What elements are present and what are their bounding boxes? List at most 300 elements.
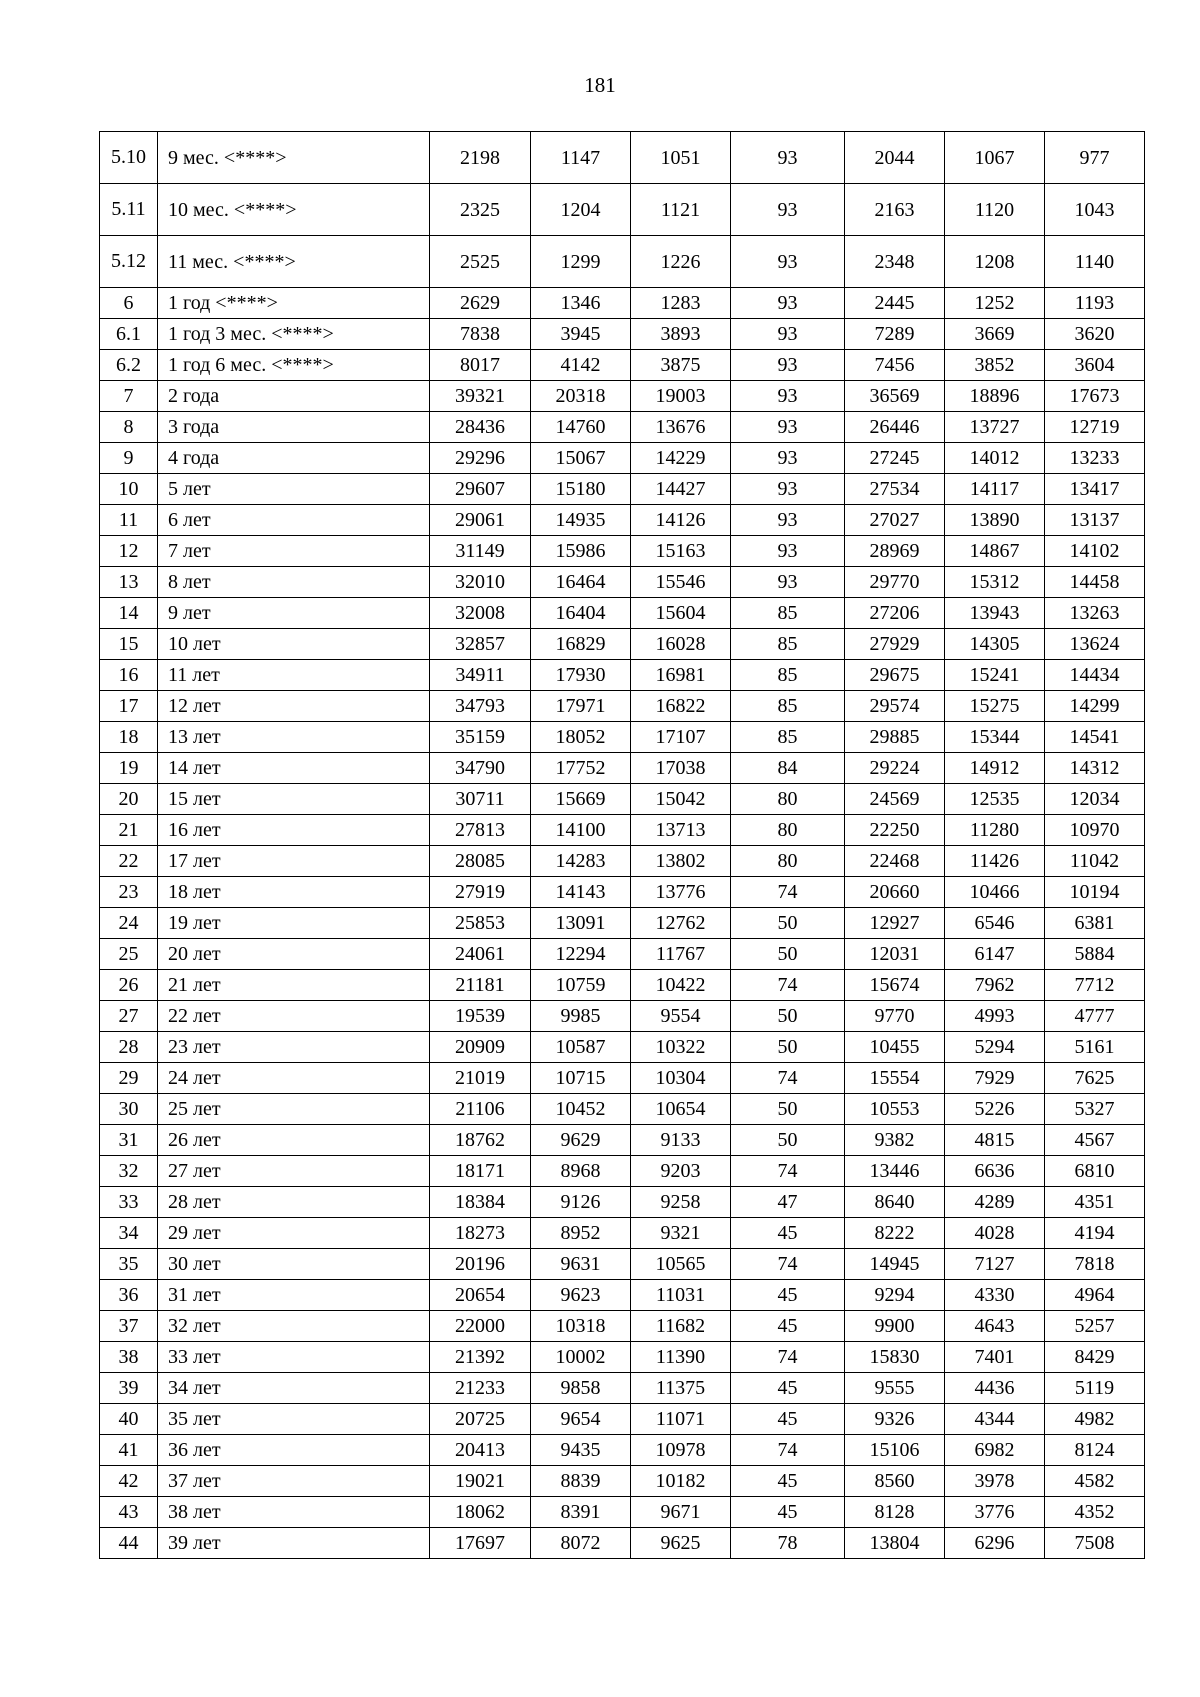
value-cell-col-2: 9629 [531, 1125, 631, 1156]
value-cell-col-7: 4351 [1045, 1187, 1145, 1218]
table-row [100, 1218, 1145, 1249]
value-cell-col-6: 11426 [945, 846, 1045, 877]
value-cell-col-5: 29224 [845, 753, 945, 784]
value-cell-col-4: 93 [731, 412, 845, 443]
value-cell-col-2: 1147 [531, 132, 631, 184]
row-number-cell: 15 [100, 629, 158, 660]
value-cell-col-4: 45 [731, 1218, 845, 1249]
value-cell-col-4: 74 [731, 1156, 845, 1187]
age-label-cell: 26 лет [158, 1125, 430, 1156]
value-cell-col-6: 4436 [945, 1373, 1045, 1404]
value-cell-col-3: 9625 [631, 1528, 731, 1559]
value-cell-col-3: 9671 [631, 1497, 731, 1528]
value-cell-col-1: 2629 [430, 288, 531, 319]
value-cell-col-2: 9858 [531, 1373, 631, 1404]
value-cell-col-5: 9555 [845, 1373, 945, 1404]
value-cell-col-3: 11682 [631, 1311, 731, 1342]
value-cell-col-5: 10553 [845, 1094, 945, 1125]
table-row [100, 1001, 1145, 1032]
table-row [100, 939, 1145, 970]
value-cell-col-3: 10654 [631, 1094, 731, 1125]
value-cell-col-5: 12031 [845, 939, 945, 970]
value-cell-col-3: 10978 [631, 1435, 731, 1466]
value-cell-col-5: 2163 [845, 184, 945, 236]
value-cell-col-1: 20654 [430, 1280, 531, 1311]
value-cell-col-2: 10715 [531, 1063, 631, 1094]
age-label-cell: 12 лет [158, 691, 430, 722]
value-cell-col-4: 93 [731, 381, 845, 412]
table-row [100, 722, 1145, 753]
value-cell-col-4: 45 [731, 1466, 845, 1497]
value-cell-col-5: 27245 [845, 443, 945, 474]
value-cell-col-4: 74 [731, 1249, 845, 1280]
table-row [100, 1466, 1145, 1497]
value-cell-col-7: 10970 [1045, 815, 1145, 846]
value-cell-col-6: 14305 [945, 629, 1045, 660]
table-row [100, 1249, 1145, 1280]
value-cell-col-5: 7456 [845, 350, 945, 381]
value-cell-col-7: 5119 [1045, 1373, 1145, 1404]
age-label-cell: 7 лет [158, 536, 430, 567]
value-cell-col-1: 18384 [430, 1187, 531, 1218]
value-cell-col-4: 50 [731, 908, 845, 939]
age-label-cell: 28 лет [158, 1187, 430, 1218]
value-cell-col-4: 85 [731, 629, 845, 660]
value-cell-col-3: 9258 [631, 1187, 731, 1218]
row-number-cell: 12 [100, 536, 158, 567]
value-cell-col-6: 13943 [945, 598, 1045, 629]
value-cell-col-6: 15275 [945, 691, 1045, 722]
value-cell-col-1: 19021 [430, 1466, 531, 1497]
value-cell-col-4: 85 [731, 660, 845, 691]
value-cell-col-1: 2198 [430, 132, 531, 184]
value-cell-col-2: 1346 [531, 288, 631, 319]
row-number-cell: 39 [100, 1373, 158, 1404]
value-cell-col-7: 5161 [1045, 1032, 1145, 1063]
table-row [100, 846, 1145, 877]
value-cell-col-6: 13890 [945, 505, 1045, 536]
age-label-cell: 13 лет [158, 722, 430, 753]
value-cell-col-7: 11042 [1045, 846, 1145, 877]
age-label-cell: 5 лет [158, 474, 430, 505]
table-row [100, 1280, 1145, 1311]
value-cell-col-2: 8839 [531, 1466, 631, 1497]
value-cell-col-3: 16822 [631, 691, 731, 722]
age-label-cell: 2 года [158, 381, 430, 412]
value-cell-col-5: 2044 [845, 132, 945, 184]
value-cell-col-6: 4344 [945, 1404, 1045, 1435]
value-cell-col-3: 15604 [631, 598, 731, 629]
value-cell-col-6: 7127 [945, 1249, 1045, 1280]
table-row [100, 474, 1145, 505]
value-cell-col-6: 1208 [945, 236, 1045, 288]
value-cell-col-5: 22468 [845, 846, 945, 877]
value-cell-col-4: 50 [731, 939, 845, 970]
value-cell-col-1: 18273 [430, 1218, 531, 1249]
age-label-cell: 4 года [158, 443, 430, 474]
age-label-cell: 11 лет [158, 660, 430, 691]
value-cell-col-7: 13263 [1045, 598, 1145, 629]
age-label-cell: 36 лет [158, 1435, 430, 1466]
value-cell-col-2: 9435 [531, 1435, 631, 1466]
value-cell-col-5: 8222 [845, 1218, 945, 1249]
value-cell-col-1: 32010 [430, 567, 531, 598]
value-cell-col-7: 4964 [1045, 1280, 1145, 1311]
value-cell-col-5: 15830 [845, 1342, 945, 1373]
value-cell-col-5: 9294 [845, 1280, 945, 1311]
value-cell-col-3: 16028 [631, 629, 731, 660]
value-cell-col-3: 19003 [631, 381, 731, 412]
value-cell-col-3: 14126 [631, 505, 731, 536]
row-number-cell: 22 [100, 846, 158, 877]
value-cell-col-5: 8128 [845, 1497, 945, 1528]
value-cell-col-6: 6982 [945, 1435, 1045, 1466]
table-row [100, 536, 1145, 567]
row-number-cell: 5.10 [100, 132, 158, 184]
value-cell-col-4: 74 [731, 1342, 845, 1373]
value-cell-col-3: 10565 [631, 1249, 731, 1280]
value-cell-col-7: 4982 [1045, 1404, 1145, 1435]
value-cell-col-3: 13776 [631, 877, 731, 908]
table-body [100, 132, 1145, 1559]
value-cell-col-2: 8391 [531, 1497, 631, 1528]
value-cell-col-6: 14012 [945, 443, 1045, 474]
value-cell-col-2: 10452 [531, 1094, 631, 1125]
row-number-cell: 26 [100, 970, 158, 1001]
table-row [100, 970, 1145, 1001]
value-cell-col-7: 1140 [1045, 236, 1145, 288]
age-label-cell: 9 лет [158, 598, 430, 629]
value-cell-col-5: 28969 [845, 536, 945, 567]
value-cell-col-5: 13804 [845, 1528, 945, 1559]
value-cell-col-2: 8952 [531, 1218, 631, 1249]
value-cell-col-5: 13446 [845, 1156, 945, 1187]
value-cell-col-3: 14427 [631, 474, 731, 505]
value-cell-col-1: 30711 [430, 784, 531, 815]
age-label-cell: 1 год <****> [158, 288, 430, 319]
table-row [100, 350, 1145, 381]
row-number-cell: 6.1 [100, 319, 158, 350]
value-cell-col-1: 21392 [430, 1342, 531, 1373]
value-cell-col-2: 17971 [531, 691, 631, 722]
value-cell-col-2: 1204 [531, 184, 631, 236]
age-label-cell: 1 год 6 мес. <****> [158, 350, 430, 381]
table-row [100, 381, 1145, 412]
age-label-cell: 30 лет [158, 1249, 430, 1280]
value-cell-col-3: 11767 [631, 939, 731, 970]
value-cell-col-4: 45 [731, 1280, 845, 1311]
value-cell-col-1: 29061 [430, 505, 531, 536]
value-cell-col-1: 29607 [430, 474, 531, 505]
value-cell-col-2: 14143 [531, 877, 631, 908]
value-cell-col-3: 1051 [631, 132, 731, 184]
value-cell-col-5: 20660 [845, 877, 945, 908]
value-cell-col-5: 36569 [845, 381, 945, 412]
value-cell-col-4: 93 [731, 132, 845, 184]
value-cell-col-5: 29574 [845, 691, 945, 722]
value-cell-col-3: 15546 [631, 567, 731, 598]
row-number-cell: 25 [100, 939, 158, 970]
value-cell-col-3: 11390 [631, 1342, 731, 1373]
value-cell-col-6: 4643 [945, 1311, 1045, 1342]
value-cell-col-3: 16981 [631, 660, 731, 691]
value-cell-col-3: 1283 [631, 288, 731, 319]
value-cell-col-4: 93 [731, 350, 845, 381]
value-cell-col-6: 10466 [945, 877, 1045, 908]
value-cell-col-7: 13417 [1045, 474, 1145, 505]
row-number-cell: 9 [100, 443, 158, 474]
value-cell-col-2: 14100 [531, 815, 631, 846]
value-cell-col-3: 11375 [631, 1373, 731, 1404]
value-cell-col-1: 7838 [430, 319, 531, 350]
value-cell-col-6: 6147 [945, 939, 1045, 970]
row-number-cell: 20 [100, 784, 158, 815]
value-cell-col-5: 15674 [845, 970, 945, 1001]
age-label-cell: 8 лет [158, 567, 430, 598]
table-row [100, 184, 1145, 236]
age-label-cell: 10 лет [158, 629, 430, 660]
table-row [100, 412, 1145, 443]
value-cell-col-1: 27919 [430, 877, 531, 908]
table-row [100, 629, 1145, 660]
value-cell-col-6: 4028 [945, 1218, 1045, 1249]
value-cell-col-2: 15986 [531, 536, 631, 567]
value-cell-col-1: 32857 [430, 629, 531, 660]
value-cell-col-2: 3945 [531, 319, 631, 350]
age-label-cell: 31 лет [158, 1280, 430, 1311]
table-row [100, 908, 1145, 939]
table-row [100, 784, 1145, 815]
age-label-cell: 35 лет [158, 1404, 430, 1435]
value-cell-col-6: 7401 [945, 1342, 1045, 1373]
value-cell-col-4: 50 [731, 1032, 845, 1063]
age-label-cell: 34 лет [158, 1373, 430, 1404]
value-cell-col-2: 15067 [531, 443, 631, 474]
value-cell-col-1: 2525 [430, 236, 531, 288]
value-cell-col-7: 14434 [1045, 660, 1145, 691]
value-cell-col-7: 5327 [1045, 1094, 1145, 1125]
age-label-cell: 32 лет [158, 1311, 430, 1342]
value-cell-col-1: 28085 [430, 846, 531, 877]
value-cell-col-1: 20725 [430, 1404, 531, 1435]
value-cell-col-1: 28436 [430, 412, 531, 443]
value-cell-col-2: 10318 [531, 1311, 631, 1342]
table-row [100, 1373, 1145, 1404]
value-cell-col-6: 4993 [945, 1001, 1045, 1032]
value-cell-col-3: 10322 [631, 1032, 731, 1063]
value-cell-col-7: 7508 [1045, 1528, 1145, 1559]
age-label-cell: 9 мес. <****> [158, 132, 430, 184]
value-cell-col-7: 1043 [1045, 184, 1145, 236]
value-cell-col-2: 10759 [531, 970, 631, 1001]
value-cell-col-1: 31149 [430, 536, 531, 567]
value-cell-col-2: 13091 [531, 908, 631, 939]
value-cell-col-6: 12535 [945, 784, 1045, 815]
value-cell-col-3: 11071 [631, 1404, 731, 1435]
value-cell-col-5: 15106 [845, 1435, 945, 1466]
value-cell-col-7: 14102 [1045, 536, 1145, 567]
value-cell-col-5: 24569 [845, 784, 945, 815]
value-cell-col-4: 84 [731, 753, 845, 784]
value-cell-col-6: 3776 [945, 1497, 1045, 1528]
value-cell-col-2: 15180 [531, 474, 631, 505]
value-cell-col-3: 3875 [631, 350, 731, 381]
value-cell-col-3: 10422 [631, 970, 731, 1001]
table-row [100, 319, 1145, 350]
value-cell-col-2: 16464 [531, 567, 631, 598]
value-cell-col-3: 13713 [631, 815, 731, 846]
value-cell-col-2: 1299 [531, 236, 631, 288]
value-cell-col-4: 74 [731, 877, 845, 908]
row-number-cell: 7 [100, 381, 158, 412]
value-cell-col-3: 9133 [631, 1125, 731, 1156]
value-cell-col-5: 8640 [845, 1187, 945, 1218]
value-cell-col-2: 8072 [531, 1528, 631, 1559]
value-cell-col-3: 10304 [631, 1063, 731, 1094]
age-label-cell: 19 лет [158, 908, 430, 939]
table-row [100, 1125, 1145, 1156]
row-number-cell: 36 [100, 1280, 158, 1311]
value-cell-col-2: 18052 [531, 722, 631, 753]
value-cell-col-1: 18171 [430, 1156, 531, 1187]
value-cell-col-4: 93 [731, 443, 845, 474]
value-cell-col-5: 27027 [845, 505, 945, 536]
value-cell-col-2: 8968 [531, 1156, 631, 1187]
value-cell-col-5: 26446 [845, 412, 945, 443]
value-cell-col-3: 13802 [631, 846, 731, 877]
value-cell-col-7: 4777 [1045, 1001, 1145, 1032]
value-cell-col-7: 12034 [1045, 784, 1145, 815]
table-row [100, 1435, 1145, 1466]
value-cell-col-5: 27206 [845, 598, 945, 629]
value-cell-col-5: 29885 [845, 722, 945, 753]
value-cell-col-3: 14229 [631, 443, 731, 474]
value-cell-col-5: 9900 [845, 1311, 945, 1342]
value-cell-col-7: 14299 [1045, 691, 1145, 722]
row-number-cell: 37 [100, 1311, 158, 1342]
value-cell-col-2: 15669 [531, 784, 631, 815]
value-cell-col-2: 14935 [531, 505, 631, 536]
value-cell-col-4: 93 [731, 536, 845, 567]
value-cell-col-3: 17107 [631, 722, 731, 753]
value-cell-col-4: 93 [731, 474, 845, 505]
value-cell-col-3: 15042 [631, 784, 731, 815]
value-cell-col-7: 17673 [1045, 381, 1145, 412]
value-cell-col-3: 15163 [631, 536, 731, 567]
value-cell-col-6: 6296 [945, 1528, 1045, 1559]
value-cell-col-2: 9985 [531, 1001, 631, 1032]
value-cell-col-4: 85 [731, 691, 845, 722]
value-cell-col-5: 9326 [845, 1404, 945, 1435]
value-cell-col-5: 27534 [845, 474, 945, 505]
table-row [100, 753, 1145, 784]
value-cell-col-6: 14867 [945, 536, 1045, 567]
value-cell-col-7: 4194 [1045, 1218, 1145, 1249]
row-number-cell: 11 [100, 505, 158, 536]
age-label-cell: 29 лет [158, 1218, 430, 1249]
age-label-cell: 10 мес. <****> [158, 184, 430, 236]
value-cell-col-6: 14117 [945, 474, 1045, 505]
value-cell-col-4: 50 [731, 1001, 845, 1032]
value-cell-col-1: 25853 [430, 908, 531, 939]
table-row [100, 1063, 1145, 1094]
table-row [100, 443, 1145, 474]
value-cell-col-2: 20318 [531, 381, 631, 412]
value-cell-col-1: 24061 [430, 939, 531, 970]
value-cell-col-1: 35159 [430, 722, 531, 753]
age-label-cell: 27 лет [158, 1156, 430, 1187]
page-number: 181 [584, 73, 616, 97]
data-table [99, 131, 1145, 1559]
value-cell-col-7: 13233 [1045, 443, 1145, 474]
value-cell-col-1: 34911 [430, 660, 531, 691]
value-cell-col-7: 8124 [1045, 1435, 1145, 1466]
row-number-cell: 19 [100, 753, 158, 784]
value-cell-col-6: 14912 [945, 753, 1045, 784]
value-cell-col-6: 3978 [945, 1466, 1045, 1497]
value-cell-col-7: 1193 [1045, 288, 1145, 319]
value-cell-col-7: 3620 [1045, 319, 1145, 350]
value-cell-col-4: 45 [731, 1373, 845, 1404]
table-row [100, 1404, 1145, 1435]
table-row [100, 288, 1145, 319]
value-cell-col-2: 17752 [531, 753, 631, 784]
value-cell-col-2: 14760 [531, 412, 631, 443]
value-cell-col-6: 6546 [945, 908, 1045, 939]
value-cell-col-2: 9631 [531, 1249, 631, 1280]
row-number-cell: 14 [100, 598, 158, 629]
value-cell-col-1: 34790 [430, 753, 531, 784]
age-label-cell: 25 лет [158, 1094, 430, 1125]
value-cell-col-3: 1121 [631, 184, 731, 236]
table-row [100, 598, 1145, 629]
table-row [100, 1094, 1145, 1125]
value-cell-col-4: 93 [731, 236, 845, 288]
value-cell-col-4: 45 [731, 1311, 845, 1342]
value-cell-col-7: 14458 [1045, 567, 1145, 598]
age-label-cell: 18 лет [158, 877, 430, 908]
row-number-cell: 44 [100, 1528, 158, 1559]
value-cell-col-3: 17038 [631, 753, 731, 784]
row-number-cell: 5.11 [100, 184, 158, 236]
value-cell-col-5: 14945 [845, 1249, 945, 1280]
row-number-cell: 28 [100, 1032, 158, 1063]
value-cell-col-6: 15344 [945, 722, 1045, 753]
value-cell-col-7: 7818 [1045, 1249, 1145, 1280]
value-cell-col-7: 7712 [1045, 970, 1145, 1001]
value-cell-col-6: 7962 [945, 970, 1045, 1001]
value-cell-col-7: 977 [1045, 132, 1145, 184]
value-cell-col-3: 9554 [631, 1001, 731, 1032]
value-cell-col-4: 74 [731, 970, 845, 1001]
value-cell-col-6: 7929 [945, 1063, 1045, 1094]
age-label-cell: 14 лет [158, 753, 430, 784]
age-label-cell: 1 год 3 мес. <****> [158, 319, 430, 350]
value-cell-col-3: 9321 [631, 1218, 731, 1249]
value-cell-col-7: 6381 [1045, 908, 1145, 939]
value-cell-col-6: 6636 [945, 1156, 1045, 1187]
value-cell-col-5: 29675 [845, 660, 945, 691]
value-cell-col-4: 50 [731, 1094, 845, 1125]
table-row [100, 1187, 1145, 1218]
age-label-cell: 3 года [158, 412, 430, 443]
value-cell-col-5: 10455 [845, 1032, 945, 1063]
value-cell-col-4: 93 [731, 184, 845, 236]
value-cell-col-4: 45 [731, 1404, 845, 1435]
value-cell-col-5: 12927 [845, 908, 945, 939]
value-cell-col-7: 5257 [1045, 1311, 1145, 1342]
value-cell-col-4: 78 [731, 1528, 845, 1559]
